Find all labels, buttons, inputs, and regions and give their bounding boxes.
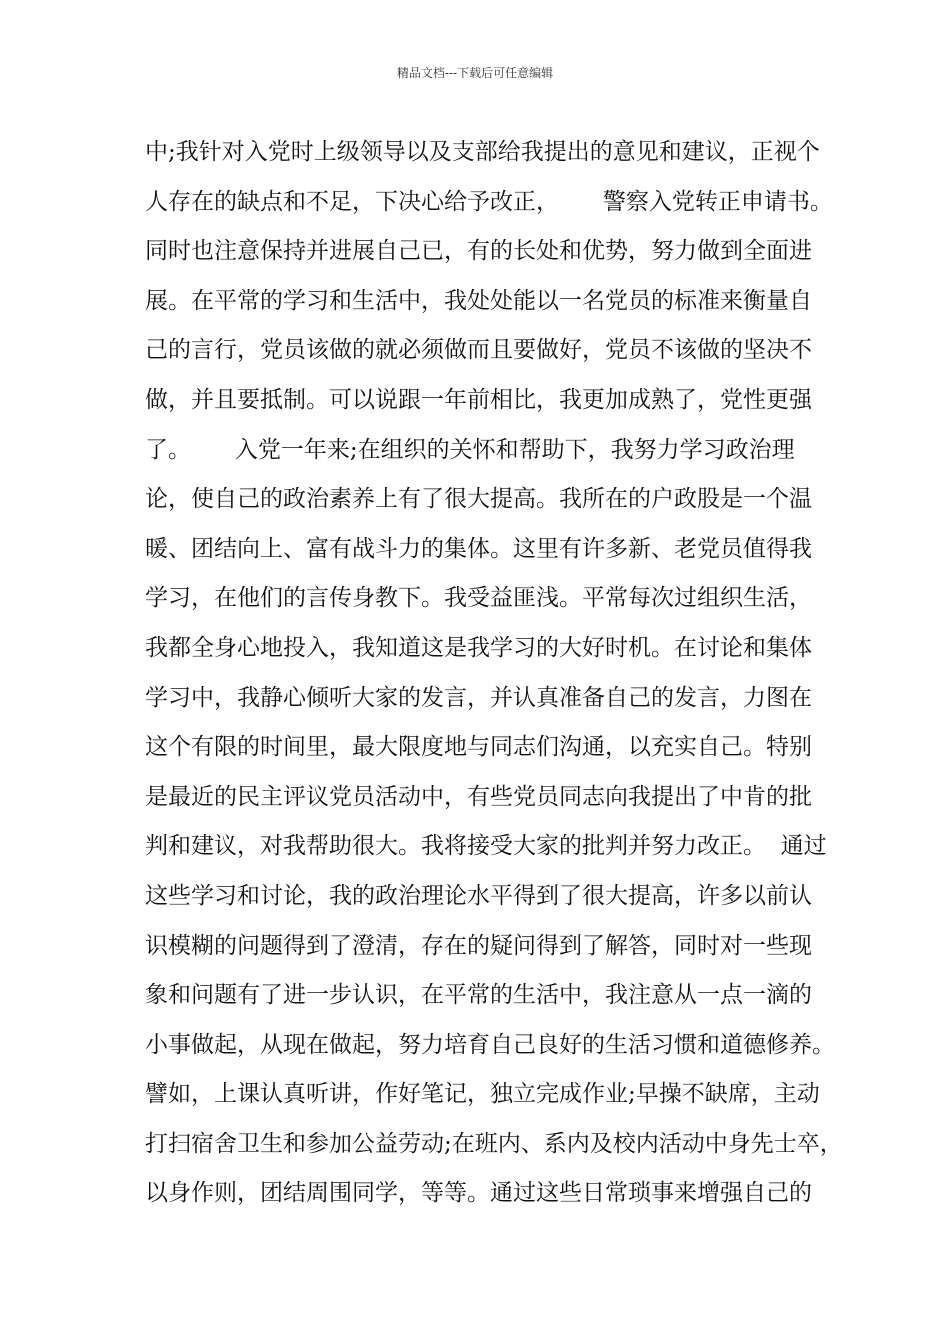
text-line: 譬如，上课认真听讲，作好笔记，独立完成作业;早操不缺席，主动 xyxy=(145,1081,820,1108)
text-line: 打扫宿舍卫生和参加公益劳动;在班内、系内及校内活动中身先士卒， xyxy=(145,1130,843,1157)
text-line: 中;我针对入党时上级领导以及支部给我提出的意见和建议，正视个 xyxy=(145,139,820,165)
text-line: 暖、团结向上、富有战斗力的集体。这里有许多新、老党员值得我 xyxy=(145,535,812,562)
text-line: 象和问题有了进一步认识，在平常的生活中，我注意从一点一滴的 xyxy=(145,982,812,1009)
text-line: 人存在的缺点和不足，下决心给予改正， 警察入党转正申请书。 xyxy=(145,188,833,215)
text-line: 展。在平常的学习和生活中，我处处能以一名党员的标准来衡量自 xyxy=(145,287,812,314)
text-line: 己的言行，党员该做的就必须做而且要做好，党员不该做的坚决不 xyxy=(145,337,812,364)
text-line: 以身作则，团结周围同学，等等。通过这些日常琐事来增强自己的 xyxy=(145,1180,812,1207)
text-line: 这个有限的时间里，最大限度地与同志们沟通，以充实自己。特别 xyxy=(145,734,812,761)
text-line: 学习，在他们的言传身教下。我受益匪浅。平常每次过组织生活， xyxy=(145,585,812,612)
text-line: 论，使自己的政治素养上有了很大提高。我所在的户政股是一个温 xyxy=(145,486,812,513)
text-line: 这些学习和讨论，我的政治理论水平得到了很大提高，许多以前认 xyxy=(145,882,812,909)
text-line: 判和建议，对我帮助很大。我将接受大家的批判并努力改正。 通过 xyxy=(145,833,827,860)
text-line: 识模糊的问题得到了澄清，存在的疑问得到了解答，同时对一些现 xyxy=(145,932,812,959)
text-line: 学习中，我静心倾听大家的发言，并认真准备自己的发言，力图在 xyxy=(145,684,812,711)
text-line: 小事做起，从现在做起，努力培育自己良好的生活习惯和道德修养。 xyxy=(145,1031,835,1058)
body-text xyxy=(145,128,845,1219)
text-line: 是最近的民主评议党员活动中，有些党员同志向我提出了中肯的批 xyxy=(145,783,812,810)
page-header: 精品文档---下载后可任意编辑 xyxy=(396,66,554,80)
text-line: 做，并且要抵制。可以说跟一年前相比，我更加成熟了，党性更强 xyxy=(145,386,812,413)
text-line: 我都全身心地投入，我知道这是我学习的大好时机。在讨论和集体 xyxy=(145,634,812,661)
text-line: 同时也注意保持并进展自己已，有的长处和优势，努力做到全面进 xyxy=(145,238,812,265)
text-line: 了。 入党一年来;在组织的关怀和帮助下，我努力学习政治理 xyxy=(145,436,795,463)
